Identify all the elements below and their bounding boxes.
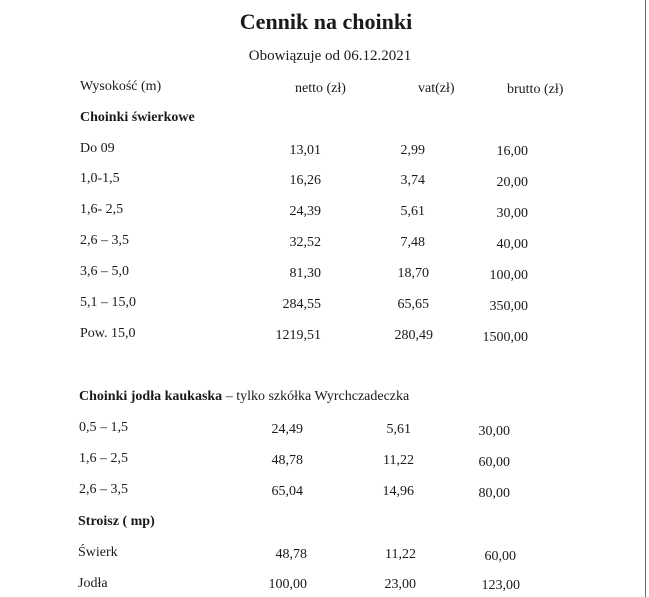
section-title-caucasian-fir [79,389,409,405]
cell-vat: 11,22 [383,453,414,468]
cell-height: 1,0-1,5 [80,171,120,186]
column-header-height: Wysokość (m) [80,79,162,94]
cell-height: Świerk [78,545,118,560]
cell-brutto: 1500,00 [482,330,528,345]
cell-netto: 284,55 [282,297,321,312]
section-title-spruce: Choinki świerkowe [80,110,195,125]
cell-brutto: 60,00 [484,549,516,564]
cell-brutto: 30,00 [496,206,528,221]
cell-vat: 14,96 [382,484,414,499]
cell-vat: 18,70 [397,266,429,281]
cell-netto: 48,78 [275,547,307,562]
cell-height: Pow. 15,0 [80,326,136,341]
cell-height: Jodła [78,576,108,591]
cell-height: 0,5 – 1,5 [79,420,128,435]
cell-brutto: 30,00 [478,424,510,439]
page-edge-line [645,0,646,597]
cell-brutto: 100,00 [489,268,528,283]
cell-brutto: 80,00 [478,486,510,501]
cell-brutto: 20,00 [496,175,528,190]
cell-netto: 13,01 [289,143,321,158]
cell-vat: 5,61 [386,422,411,437]
cell-netto: 48,78 [271,453,303,468]
cell-brutto: 16,00 [496,144,528,159]
cell-height: 2,6 – 3,5 [79,482,128,497]
cell-vat: 11,22 [385,547,416,562]
cell-height: 2,6 – 3,5 [80,233,129,248]
cell-brutto: 60,00 [478,455,510,470]
cell-brutto: 123,00 [481,578,520,593]
cell-vat: 3,74 [400,173,425,188]
cell-netto: 24,39 [289,204,321,219]
cell-vat: 5,61 [400,204,425,219]
cell-brutto: 40,00 [496,237,528,252]
cell-netto: 24,49 [271,422,303,437]
document-title: Cennik na choinki [239,9,413,34]
section-title-stroisz: Stroisz ( mp) [78,514,155,529]
cell-netto: 65,04 [271,484,303,499]
cell-height: Do 09 [80,141,115,156]
section-title-note: – tylko szkółka Wyrchczadeczka [222,389,410,404]
cell-vat: 65,65 [397,297,429,312]
section-title-label: Choinki jodła kaukaska [79,389,223,404]
cell-vat: 7,48 [400,235,425,250]
cell-netto: 32,52 [289,235,321,250]
document-subtitle: Obowiązuje od 06.12.2021 [248,48,412,64]
cell-height: 1,6- 2,5 [80,202,124,217]
cell-height: 1,6 – 2,5 [79,451,128,466]
cell-netto: 16,26 [289,173,321,188]
cell-netto: 100,00 [268,577,307,592]
cell-height: 3,6 – 5,0 [80,264,129,279]
column-header-netto: netto (zł) [295,81,346,96]
cell-netto: 1219,51 [275,328,321,343]
cell-height: 5,1 – 15,0 [80,295,136,310]
cell-brutto: 350,00 [489,299,528,314]
column-header-brutto: brutto (zł) [507,82,564,97]
cell-vat: 280,49 [394,328,433,343]
column-header-vat: vat(zł) [418,81,455,96]
cell-vat: 2,99 [400,143,425,158]
cell-netto: 81,30 [289,266,321,281]
cell-vat: 23,00 [384,577,416,592]
